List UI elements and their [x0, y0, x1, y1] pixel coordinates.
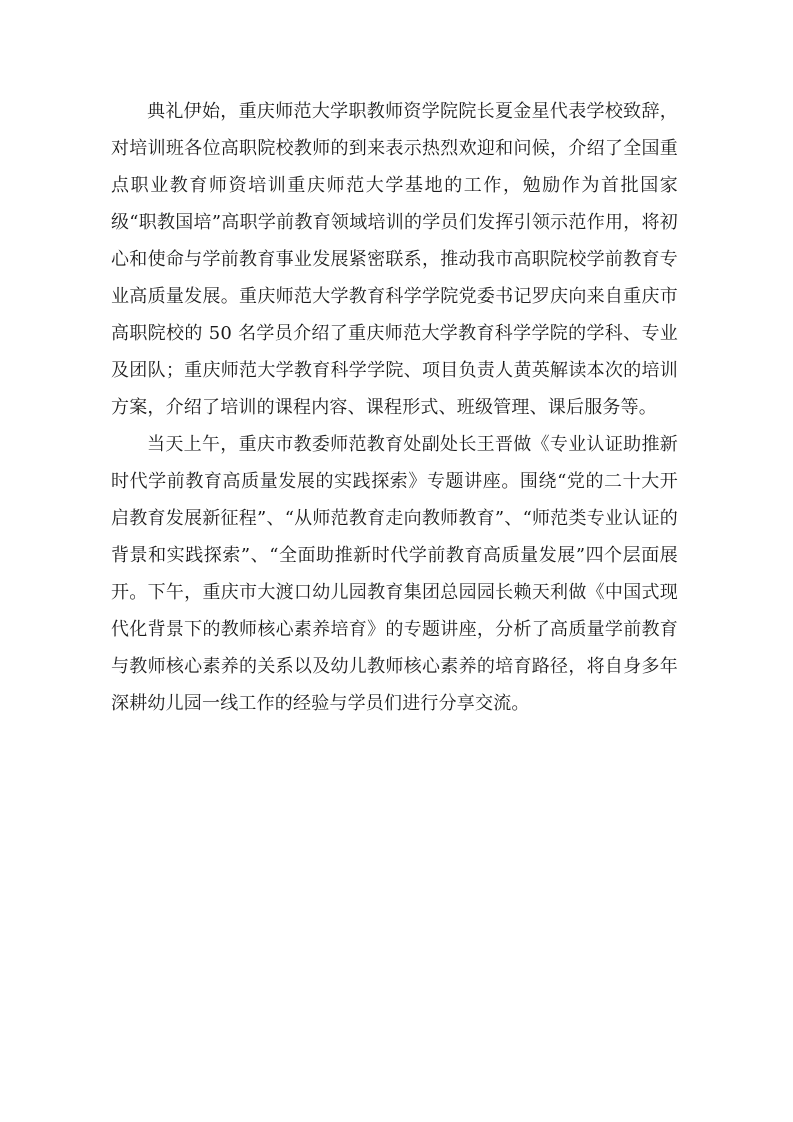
paragraph-lectures: 当天上午，重庆市教委师范教育处副处长王晋做《专业认证助推新时代学前教育高质量发展的实践探索》专题讲座。围绕“党的二十大开启教育发展新征程”、“从师范教育走向教师教育”、“师范类专业认证的背景和实践探索”、“全面助推新时代学前教育高质量发展”四个层面展开。下午，重庆市大渡口幼儿园教育集团总园园长赖天利做《中国式现代化背景下的教师核心素养培育》的专题讲座，分析了高质量学前教育与教师核心素养的关系以及幼儿教师核心素养的培育路径，将自身多年深耕幼儿园一线工作的经验与学员们进行分享交流。 [111, 434, 678, 714]
paragraph-opening-ceremony: 典礼伊始，重庆师范大学职教师资学院院长夏金星代表学校致辞，对培训班各位高职院校教师的到来表示热烈欢迎和问候，介绍了全国重点职业教育师资培训重庆师范大学基地的工作，勉励作为首批国家级“职教国培”高职学前教育领域培训的学员们发挥引领示范作用，将初心和使命与学前教育事业发展紧密联系，推动我市高职院校学前教育专业高质量发展。重庆师范大学教育科学学院党委书记罗庆向来自重庆市高职院校的 50 名学员介绍了重庆师范大学教育科学学院的学科、专业及团队；重庆师范大学教育科学学院、项目负责人黄英解读本次的培训方案，介绍了培训的课程内容、课程形式、班级管理、课后服务等。 [111, 101, 678, 418]
document-body [111, 93, 678, 722]
